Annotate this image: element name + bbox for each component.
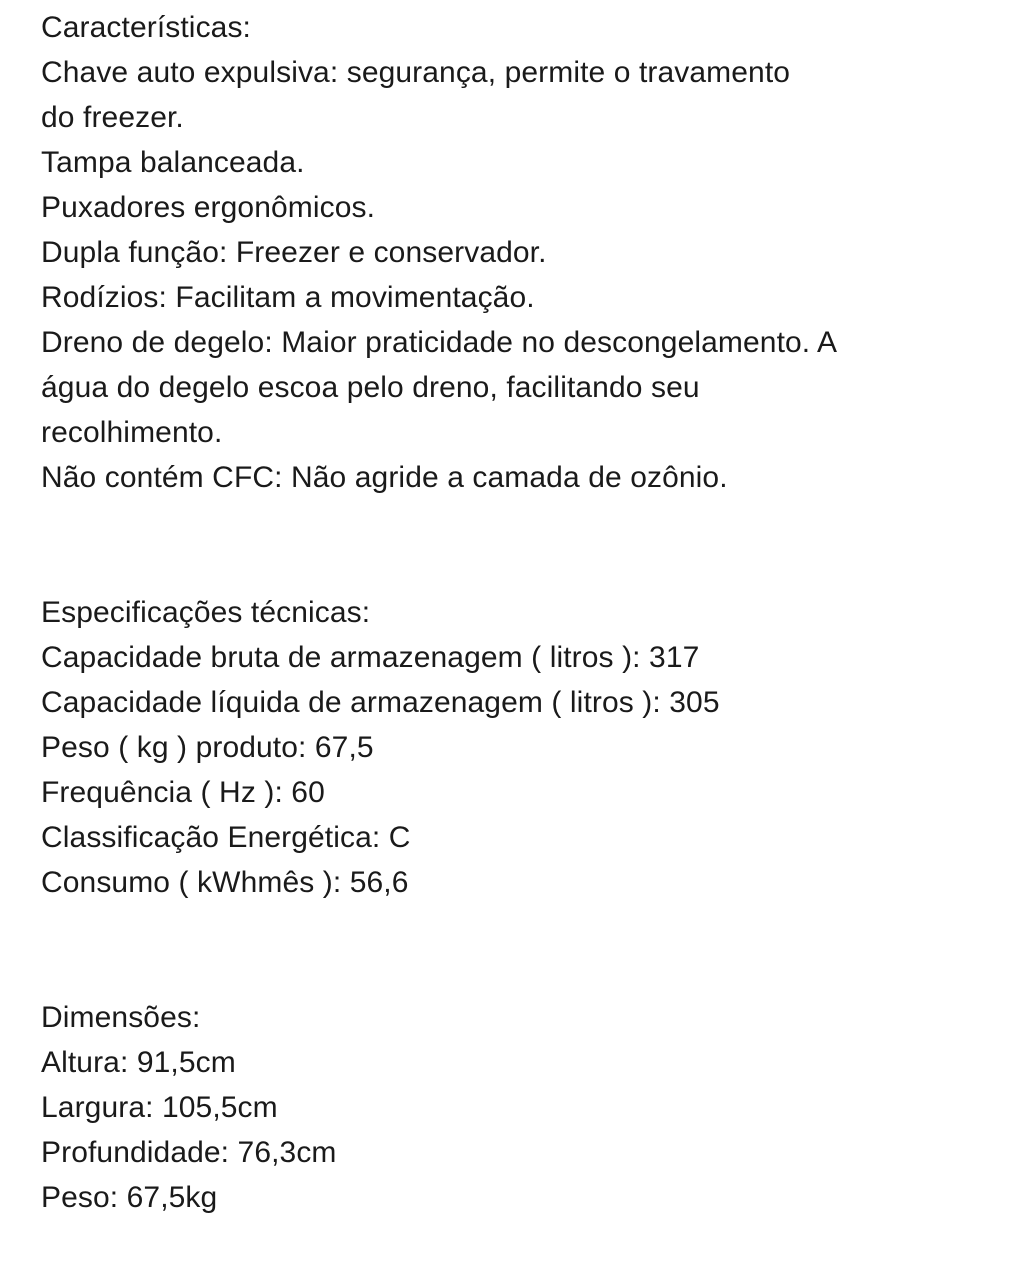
feature-line: do freezer.	[41, 101, 184, 134]
feature-line: Dreno de degelo: Maior praticidade no descongelamento. A	[41, 326, 838, 359]
feature-line: água do degelo escoa pelo dreno, facilitando seu	[41, 371, 700, 404]
dimension-line: Altura: 91,5cm	[41, 1046, 236, 1079]
dimensions-section	[41, 995, 1001, 1220]
feature-line: recolhimento.	[41, 416, 223, 449]
dimension-line: Largura: 105,5cm	[41, 1091, 278, 1124]
spec-line: Capacidade líquida de armazenagem ( litros ): 305	[41, 686, 720, 719]
dimensions-heading: Dimensões:	[41, 1001, 201, 1034]
spec-line: Capacidade bruta de armazenagem ( litros ): 317	[41, 641, 700, 674]
specs-heading: Especificações técnicas:	[41, 596, 371, 629]
specs-section	[41, 590, 1001, 905]
feature-line: Rodízios: Facilitam a movimentação.	[41, 281, 535, 314]
features-heading: Características:	[41, 11, 251, 44]
spec-line: Frequência ( Hz ): 60	[41, 776, 325, 809]
feature-line: Não contém CFC: Não agride a camada de ozônio.	[41, 461, 728, 494]
dimension-line: Profundidade: 76,3cm	[41, 1136, 337, 1169]
feature-line: Chave auto expulsiva: segurança, permite o travamento	[41, 56, 791, 89]
features-section	[41, 5, 1001, 500]
section-spacer	[41, 905, 1001, 995]
section-spacer	[41, 500, 1001, 590]
spec-line: Consumo ( kWhmês ): 56,6	[41, 866, 409, 899]
product-description	[41, 5, 1001, 1220]
feature-line: Puxadores ergonômicos.	[41, 191, 376, 224]
feature-line: Dupla função: Freezer e conservador.	[41, 236, 547, 269]
spec-line: Classificação Energética: C	[41, 821, 411, 854]
feature-line: Tampa balanceada.	[41, 146, 305, 179]
dimension-line: Peso: 67,5kg	[41, 1181, 218, 1214]
spec-line: Peso ( kg ) produto: 67,5	[41, 731, 374, 764]
